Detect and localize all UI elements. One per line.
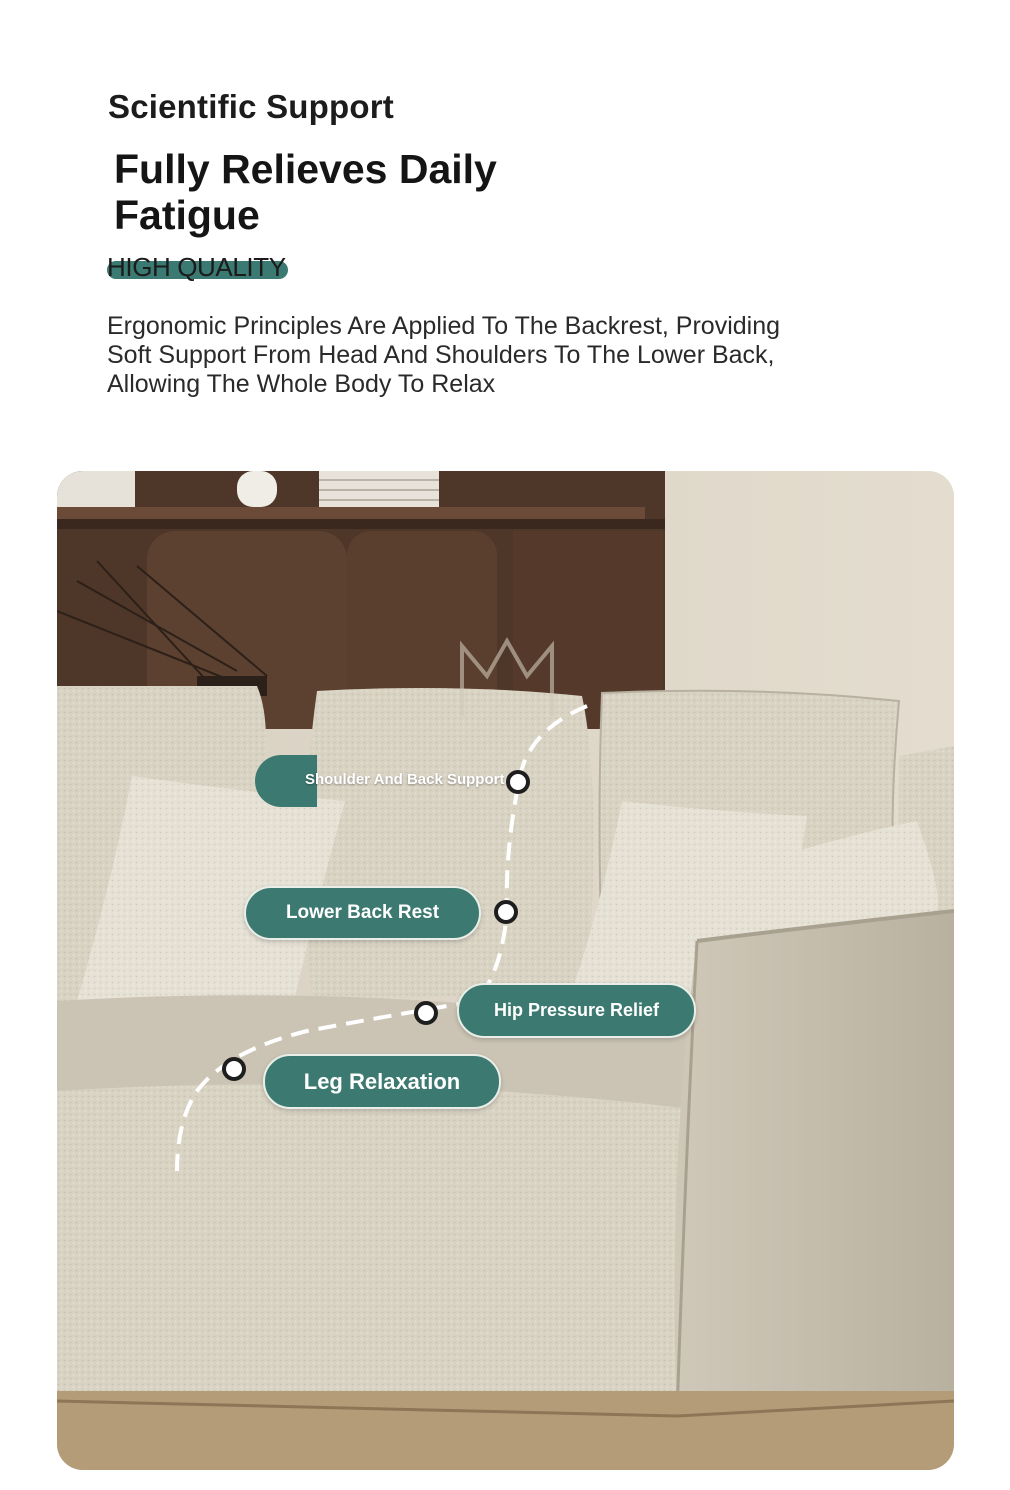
sofa-illustration (57, 471, 954, 1470)
description-line-2: Soft Support From Head And Shoulders To The Lower Back, (107, 341, 775, 369)
hip-point (414, 1001, 438, 1025)
description-line-3: Allowing The Whole Body To Relax (107, 370, 496, 398)
description (107, 312, 780, 399)
title-line-2: Fatigue (114, 192, 260, 238)
title-line-1: Fully Relieves Daily (114, 146, 497, 192)
lower-back-rest-label: Lower Back Rest (244, 886, 481, 940)
section-kicker: Scientific Support (108, 88, 394, 125)
leg-point (222, 1057, 246, 1081)
description-line-1: Ergonomic Principles Are Applied To The Backrest, Providing (107, 312, 781, 340)
hip-pressure-relief-label: Hip Pressure Relief (457, 983, 696, 1038)
page-title (114, 146, 497, 238)
leg-relaxation-label: Leg Relaxation (263, 1054, 501, 1109)
lower-back-point (494, 900, 518, 924)
quality-badge (107, 252, 288, 280)
shoulder-support-label: Shoulder And Back Support (305, 771, 505, 788)
sofa-photo (57, 471, 954, 1470)
badge-label: HIGH QUALITY (107, 252, 286, 282)
shoulder-point (506, 770, 530, 794)
